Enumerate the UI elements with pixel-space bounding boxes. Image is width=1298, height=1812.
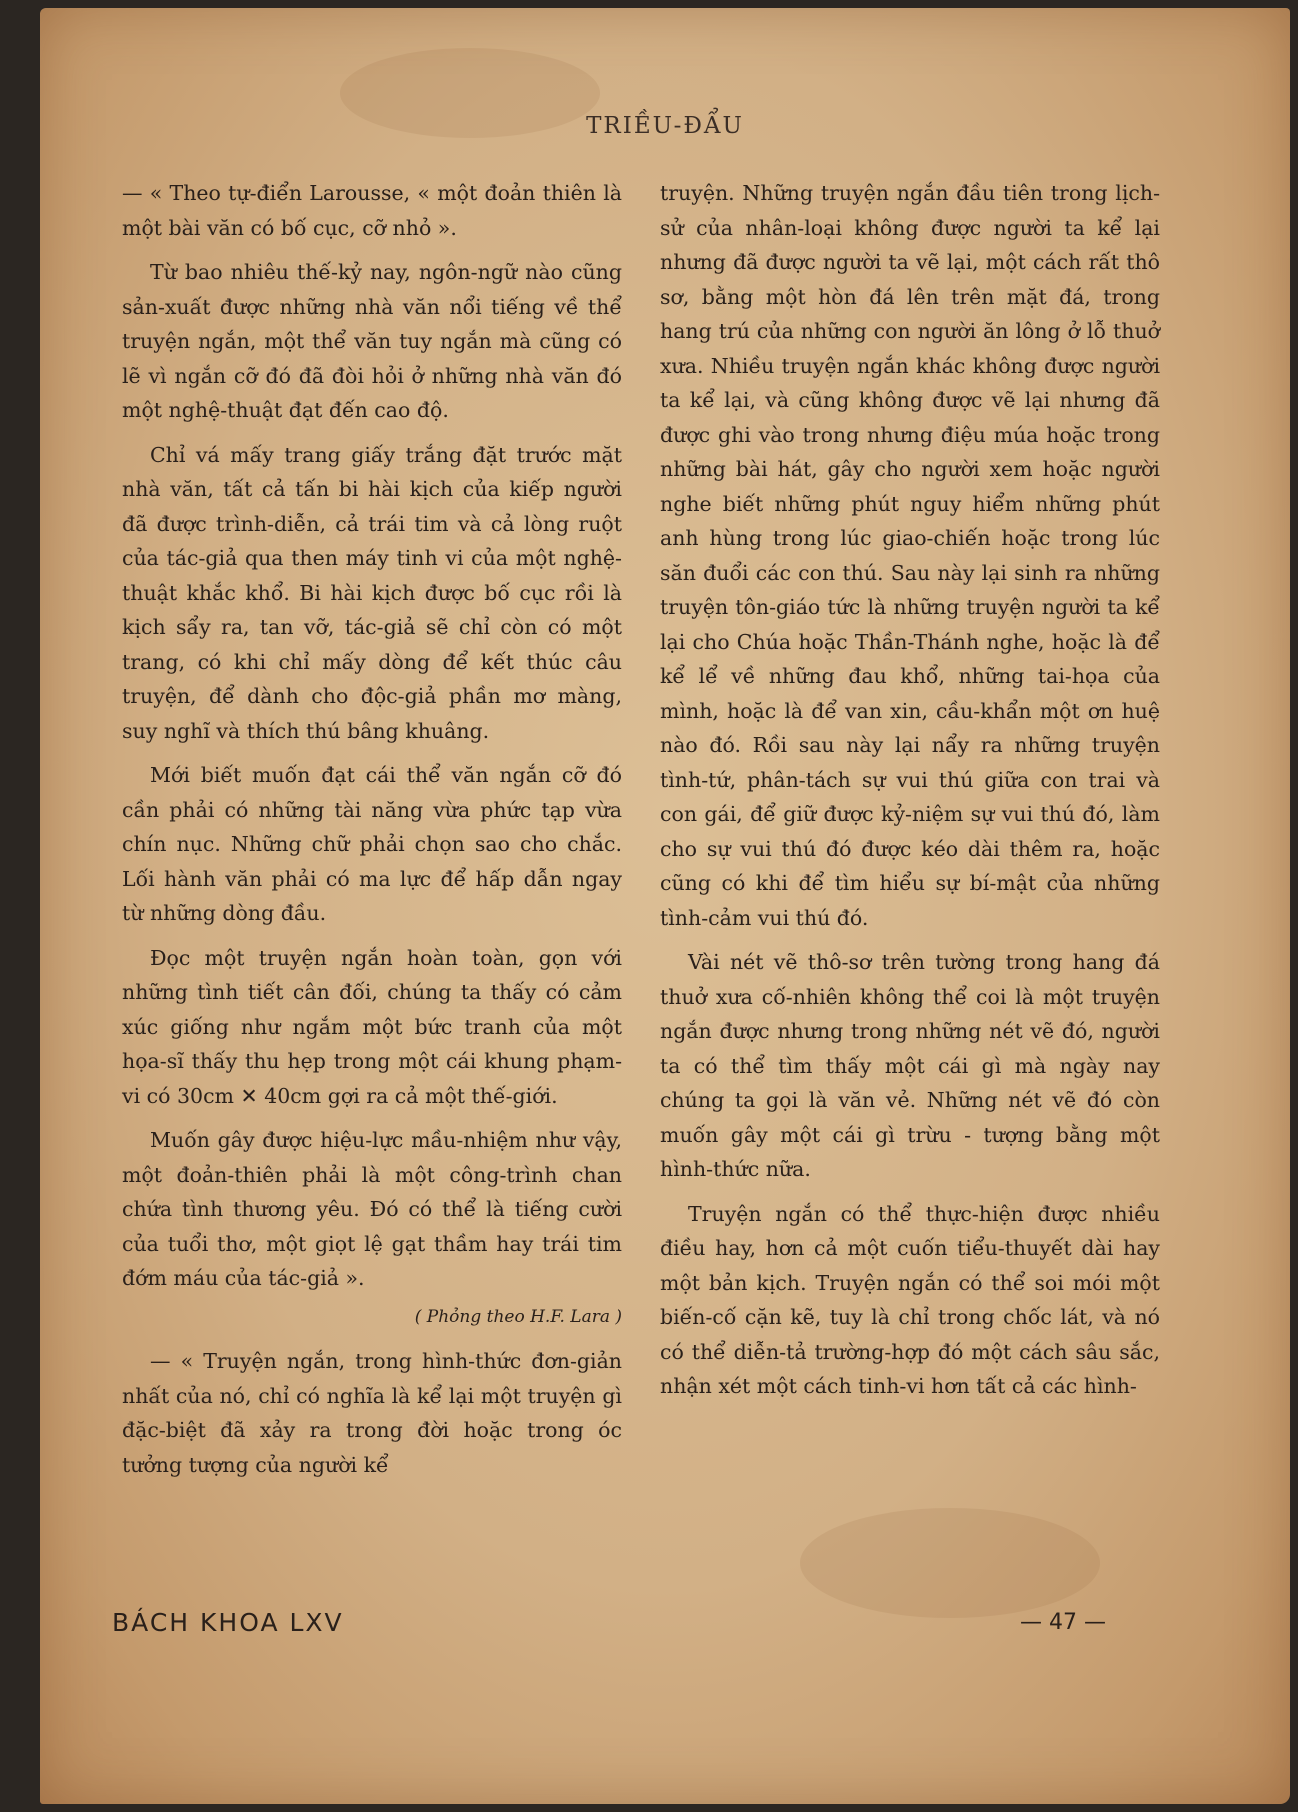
magazine-title: BÁCH KHOA LXV xyxy=(112,1608,344,1637)
paragraph: Từ bao nhiêu thế-kỷ nay, ngôn-ngữ nào cũng sản-xuất được những nhà văn nổi tiếng về thể truyện ngắn, một thể văn tuy ngắn mà cũng có lẽ vì ngắn cỡ đó đã đòi hỏi ở những nhà văn đó một nghệ-thuật đạt đến cao độ. xyxy=(122,260,622,422)
page-number: — 47 — xyxy=(1020,1610,1106,1635)
paragraph: — « Truyện ngắn, trong hình-thức đơn-giản nhất của nó, chỉ có nghĩa là kể lại một truyện gì đặc-biệt đã xảy ra trong đời hoặc trong óc tưởng tượng của người kể xyxy=(122,1349,622,1477)
paragraph: Truyện ngắn có thể thực-hiện được nhiều điều hay, hơn cả một cuốn tiểu-thuyết dài hay một bản kịch. Truyện ngắn có thể soi mói một biến-cố cặn kẽ, tuy là chỉ trong chốc lát, và nó có thể diễn-tả trường-hợp đó một cách sâu sắc, nhận xét một cách tinh-vi hơn tất cả các hình- xyxy=(660,1201,1160,1398)
running-head: TRIỀU-ĐẨU xyxy=(586,113,744,139)
paragraph: Vài nét vẽ thô-sơ trên tường trong hang đá thuở xưa cố-nhiên không thể coi là một truyện ngắn được nhưng trong những nét vẽ đó, người ta có thể tìm thấy một cái gì mà ngày nay chúng ta gọi là văn vẻ. Những nét vẽ đó còn muốn gây một cái gì trừu - tượng bằng một hình-thức nữa. xyxy=(660,950,1160,1181)
quote-source: ( Phỏng theo H.F. Lara ) xyxy=(414,1306,622,1327)
paragraph: — « Theo tự-điển Larousse, « một đoản thiên là một bài văn có bố cục, cỡ nhỏ ». xyxy=(122,181,622,240)
paragraph: Muốn gây được hiệu-lực mầu-nhiệm như vậy, một đoản-thiên phải là một công-trình chan chứa tình thương yêu. Đó có thể là tiếng cười của tuổi thơ, một giọt lệ gạt thầm hay trái tim đớm máu của tác-giả ». xyxy=(122,1128,622,1290)
paragraph: Mới biết muốn đạt cái thể văn ngắn cỡ đó cần phải có những tài năng vừa phức tạp vừa chín nục. Những chữ phải chọn sao cho chắc. Lối hành văn phải có ma lực để hấp dẫn ngay từ những dòng đầu. xyxy=(122,763,622,925)
paragraph: truyện. Những truyện ngắn đầu tiên trong lịch-sử của nhân-loại không được người ta kể lại nhưng đã được người ta vẽ lại, một cách rất thô sơ, bằng một hòn đá lên trên mặt đá, trong hang trú của những con người ăn lông ở lỗ thuở xưa. Nhiều truyện ngắn khác không được người ta kể lại, và cũng không được vẽ lại nhưng đã được ghi vào trong nhưng điệu múa hoặc trong những bài hát, gây cho người xem hoặc người nghe biết những phút nguy hiểm những phút anh hùng trong lúc giao-chiến hoặc trong lúc săn đuổi các con thú. Sau này lại sinh ra những truyện tôn-giáo tức là những truyện người ta kể lại cho Chúa hoặc Thần-Thánh nghe, hoặc là để kể lể về những đau khổ, những tai-họa của mình, hoặc là để van xin, cầu-khẩn một ơn huệ nào đó. Rồi sau này lại nẩy ra những truyện tình-tứ, phân-tách sự vui thú giữa con trai và con gái, để giữ được kỷ-niệm sự vui thú đó, làm cho sự vui thú đó được kéo dài thêm ra, hoặc cũng có khi để tìm hiểu sự bí-mật của những tình-cảm vui thú đó. xyxy=(660,181,1160,930)
right-column xyxy=(660,176,1160,1596)
paragraph: Đọc một truyện ngắn hoàn toàn, gọn với những tình tiết cân đối, chúng ta thấy có cảm xúc giống như ngắm một bức tranh của một họa-sĩ thấy thu hẹp trong một cái khung phạm-vi có 30cm ✕ 40cm gợi ra cả một thế-giới. xyxy=(122,945,622,1108)
magazine-page xyxy=(40,8,1290,1804)
left-column xyxy=(122,176,622,1596)
paragraph: Chỉ vá mấy trang giấy trắng đặt trước mặt nhà văn, tất cả tấn bi hài kịch của kiếp người đã được trình-diễn, cả trái tim và cả lòng ruột của tác-giả qua then máy tinh vi của một nghệ-thuật khắc khổ. Bi hài kịch được bố cục rồi là kịch sẩy ra, tan vỡ, tác-giả sẽ chỉ còn có một trang, có khi chỉ mấy dòng để kết thúc câu truyện, để dành cho độc-giả phần mơ màng, suy nghĩ và thích thú bâng khuâng. xyxy=(122,442,622,743)
